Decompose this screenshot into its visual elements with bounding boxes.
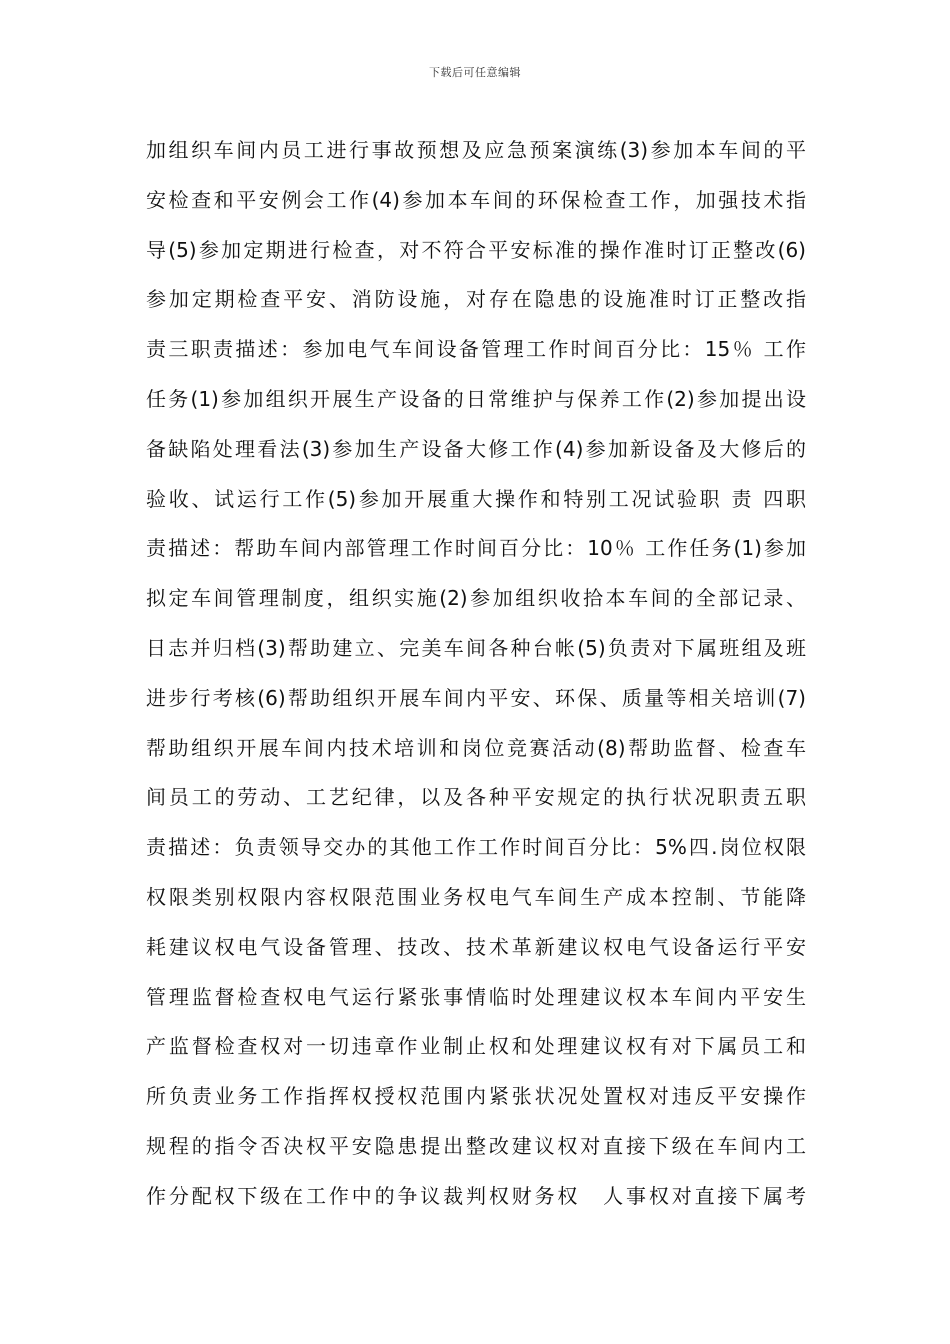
page-header-note: 下载后可任意编辑 bbox=[429, 66, 521, 79]
text-line: 拟定车间管理制度，组织实施(2)参加组织收拾本车间的全部记录、 bbox=[146, 586, 806, 611]
text-line: 责描述：帮助车间内部管理工作时间百分比：10％ 工作任务(1)参加 bbox=[146, 536, 806, 561]
text-line: 备缺陷处理看法(3)参加生产设备大修工作(4)参加新设备及大修后的 bbox=[146, 436, 806, 461]
text-line: 任务(1)参加组织开展生产设备的日常维护与保养工作(2)参加提出设 bbox=[146, 386, 806, 411]
text-line: 日志并归档(3)帮助建立、完美车间各种台帐(5)负责对下属班组及班 bbox=[146, 635, 806, 660]
text-line: 责描述：负责领导交办的其他工作工作时间百分比：5%四.岗位权限 bbox=[146, 835, 806, 860]
text-line: 责三职责描述：参加电气车间设备管理工作时间百分比：15％ 工作 bbox=[146, 337, 806, 362]
text-line: 所负责业务工作指挥权授权范围内紧张状况处置权对违反平安操作 bbox=[146, 1084, 806, 1109]
text-line: 进步行考核(6)帮助组织开展车间内平安、环保、质量等相关培训(7) bbox=[146, 685, 806, 710]
text-line: 管理监督检查权电气运行紧张事情临时处理建议权本车间内平安生 bbox=[146, 984, 806, 1009]
text-line: 作分配权下级在工作中的争议裁判权财务权 人事权对直接下属考 bbox=[146, 1183, 806, 1208]
text-line: 导(5)参加定期进行检查，对不符合平安标准的操作准时订正整改(6) bbox=[146, 237, 806, 262]
text-line: 验收、试运行工作(5)参加开展重大操作和特别工况试验职 责 四职 bbox=[146, 486, 806, 511]
text-line: 权限类别权限内容权限范围业务权电气车间生产成本控制、节能降 bbox=[146, 884, 806, 909]
text-line: 间员工的劳动、工艺纪律，以及各种平安规定的执行状况职责五职 bbox=[146, 785, 806, 810]
text-line: 规程的指令否决权平安隐患提出整改建议权对直接下级在车间内工 bbox=[146, 1133, 806, 1158]
document-body bbox=[146, 126, 806, 1222]
text-line: 耗建议权电气设备管理、技改、技术革新建议权电气设备运行平安 bbox=[146, 934, 806, 959]
text-line: 帮助组织开展车间内技术培训和岗位竞赛活动(8)帮助监督、检查车 bbox=[146, 735, 806, 760]
text-line: 参加定期检查平安、消防设施，对存在隐患的设施准时订正整改指 bbox=[146, 287, 806, 312]
text-line: 安检查和平安例会工作(4)参加本车间的环保检查工作，加强技术指 bbox=[146, 187, 806, 212]
text-line: 加组织车间内员工进行事故预想及应急预案演练(3)参加本车间的平 bbox=[146, 138, 806, 162]
text-line: 产监督检查权对一切违章作业制止权和处理建议权有对下属员工和 bbox=[146, 1034, 806, 1059]
